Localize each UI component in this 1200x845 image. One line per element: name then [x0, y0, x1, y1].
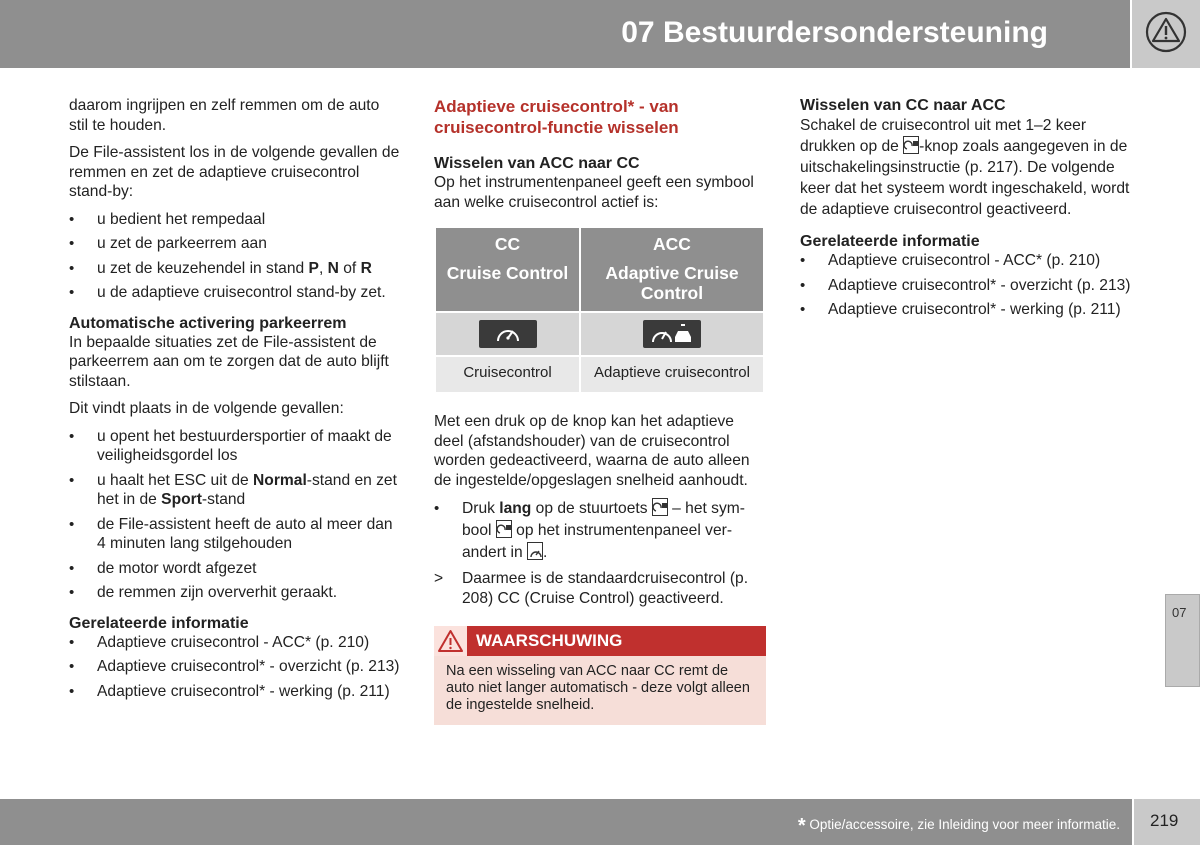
list-item: • u haalt het ESC uit de Normal-stand en zet het in de Sport-stand — [69, 471, 401, 510]
column-middle — [434, 96, 766, 725]
warning-title: WAARSCHUWING — [476, 631, 623, 650]
list-item: • u bedient het rempedaal — [69, 210, 401, 230]
column-right — [800, 96, 1134, 325]
related-heading: Gerelateerde informatie — [800, 233, 980, 250]
page-number-box — [1134, 799, 1200, 845]
cc-symbol-cell — [435, 312, 580, 356]
chapter-title: 07 Bestuurdersondersteuning — [621, 16, 1048, 49]
warning-triangle-icon — [1144, 10, 1188, 54]
acc-header: ACC Adaptive Cruise Control — [580, 227, 764, 312]
page-header — [0, 0, 1130, 68]
warning-text: Na een wisseling van ACC naar CC remt de auto niet langer automatisch - deze volgt alleen de ingestelde snelheid. — [446, 663, 750, 713]
related-link[interactable]: • Adaptieve cruisecontrol - ACC* (p. 210) — [800, 251, 1134, 271]
page-footer — [0, 799, 1132, 845]
column-left — [69, 96, 401, 706]
release-conditions-list — [69, 210, 401, 303]
list-item: • de remmen zijn oververhit geraakt. — [69, 583, 401, 603]
paragraph: Schakel de cruisecontrol uit met 1–2 keer drukken op de -knop zoals aangegeven in de uitschakelingsinstructie (p. 217). De volgende keer dat het systeem wordt ingeschakeld, wordt de adaptieve cruisecontrol geactiveerd. — [800, 117, 1130, 218]
chapter-icon-box — [1132, 0, 1200, 68]
acc-symbol-cell — [580, 312, 764, 356]
cc-header: CC Cruise Control — [435, 227, 580, 312]
procedure-step: • Druk lang op de stuurtoets – het symbool op het instrumentenpaneel verandert in . — [434, 498, 766, 564]
related-link[interactable]: • Adaptieve cruisecontrol - ACC* (p. 210) — [69, 633, 401, 653]
list-item: • u zet de parkeerrem aan — [69, 234, 401, 254]
procedure-list — [434, 498, 766, 564]
related-link[interactable]: • Adaptieve cruisecontrol* - werking (p. 211) — [69, 682, 401, 702]
cc-label: Cruisecontrol — [435, 356, 580, 393]
paragraph: Met een druk op de knop kan het adaptieve deel (afstandshouder) van de cruisecontrol worden gedeactiveerd, waarna de auto alleen de ingestelde/opgeslagen snelheid aanhoudt. — [434, 413, 750, 489]
steering-button-icon — [652, 498, 668, 516]
paragraph: Op het instrumentenpaneel geeft een symbool aan welke cruisecontrol actief is: — [434, 174, 754, 211]
list-item: • de File-assistent heeft de auto al meer dan 4 minuten lang stilgehouden — [69, 515, 401, 554]
paragraph: De File-assistent los in de volgende gevallen de remmen en zet de adaptieve cruisecontrol stand-by: — [69, 144, 400, 200]
parking-brake-conditions-list — [69, 427, 401, 603]
list-item: • u zet de keuzehendel in stand P, N of R — [69, 259, 401, 279]
related-link[interactable]: • Adaptieve cruisecontrol* - overzicht (p. 213) — [69, 657, 401, 677]
related-link[interactable]: • Adaptieve cruisecontrol* - werking (p. 211) — [800, 300, 1134, 320]
acc-label: Adaptieve cruisecontrol — [580, 356, 764, 393]
list-item: • u opent het bestuurdersportier of maakt de veiligheidsgordel los — [69, 427, 401, 466]
warning-box — [434, 626, 766, 725]
list-item: • u de adaptieve cruisecontrol stand-by zet. — [69, 283, 401, 303]
speedometer-car-icon — [496, 520, 512, 538]
related-list — [69, 633, 401, 702]
list-item: • de motor wordt afgezet — [69, 559, 401, 579]
paragraph: Dit vindt plaats in de volgende gevallen: — [69, 400, 344, 417]
warning-header — [434, 626, 766, 656]
warning-triangle-icon — [437, 629, 464, 653]
cruise-control-table — [434, 226, 765, 394]
section-title: Adaptieve cruisecontrol* - van cruisecontrol-functie wisselen — [434, 97, 679, 137]
section-heading: Wisselen van ACC naar CC — [434, 155, 640, 172]
speedometer-icon — [479, 320, 537, 348]
page-number: 219 — [1150, 811, 1179, 830]
footnote: * Optie/accessoire, zie Inleiding voor meer informatie. — [797, 815, 1120, 837]
related-list — [800, 251, 1134, 320]
speedometer-icon — [527, 542, 543, 560]
chapter-tab[interactable]: 07 — [1165, 594, 1200, 687]
procedure-result: > Daarmee is de standaardcruisecontrol (p. 208) CC (Cruise Control) geactiveerd. — [434, 570, 749, 607]
paragraph: In bepaalde situaties zet de File-assistent de parkeerrem aan om te zorgen dat de auto blijft stilstaan. — [69, 333, 389, 390]
related-heading: Gerelateerde informatie — [69, 614, 249, 632]
paragraph: daarom ingrijpen en zelf remmen om de auto stil te houden. — [69, 97, 380, 134]
section-heading: Wisselen van CC naar ACC — [800, 97, 1006, 114]
section-heading: Automatische activering parkeerrem — [69, 314, 347, 332]
steering-button-icon — [903, 136, 919, 154]
related-link[interactable]: • Adaptieve cruisecontrol* - overzicht (p. 213) — [800, 276, 1134, 296]
speedometer-car-icon — [643, 320, 701, 348]
